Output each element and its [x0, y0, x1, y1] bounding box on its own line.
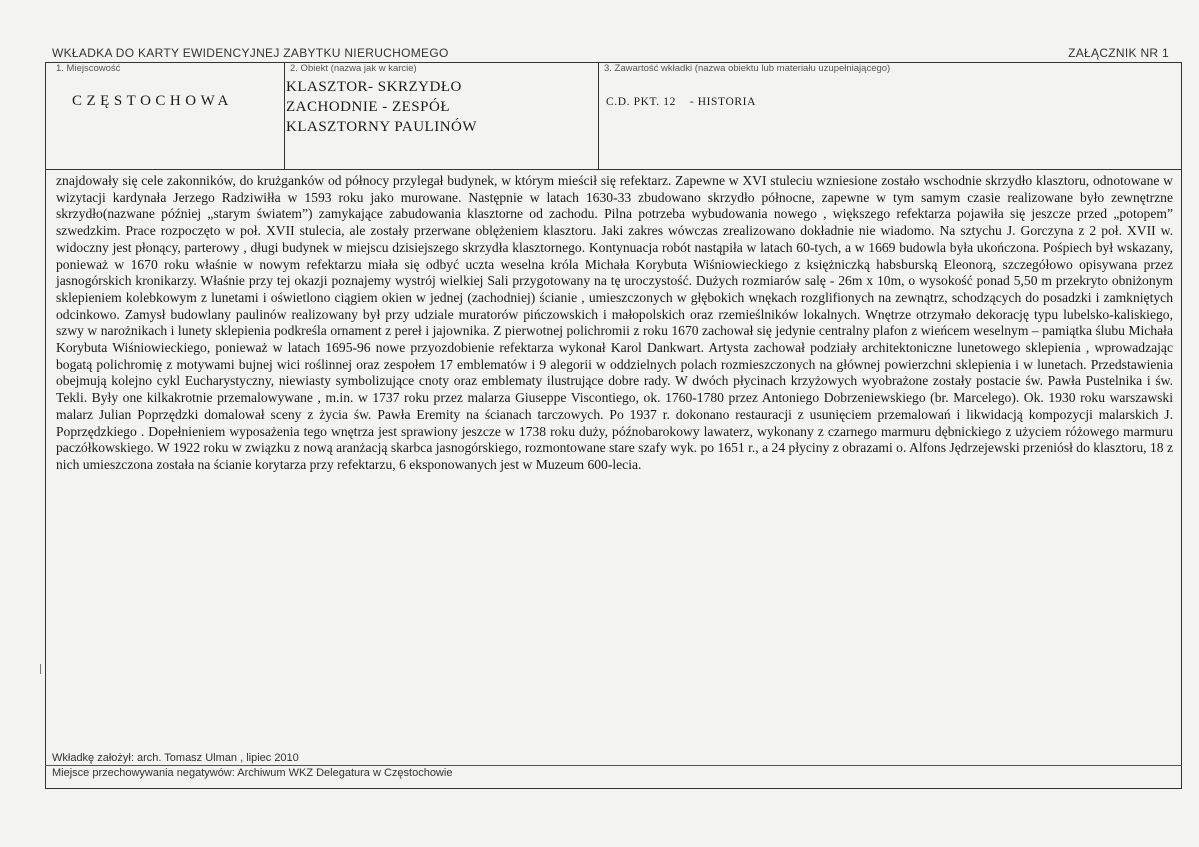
margin-mark [40, 664, 41, 674]
object-label: 2. Obiekt (nazwa jak w karcie) [290, 63, 417, 74]
content-value: C.D. PKT. 12 - HISTORIA [606, 96, 756, 108]
content-label: 3. Zawartość wkładki (nazwa obiektu lub materiału uzupełniającego) [604, 63, 891, 74]
author-line: Wkładkę założył: arch. Tomasz Ulman , lipiec 2010 [52, 752, 299, 764]
annex-label: ZAŁĄCZNIK NR 1 [1068, 46, 1169, 60]
locality-label: 1. Miejscowość [56, 63, 121, 74]
column-divider [284, 63, 285, 169]
footer-divider [45, 765, 1182, 766]
storage-line: Miejsce przechowywania negatywów: Archiwum WKZ Delegatura w Częstochowie [52, 767, 453, 779]
object-line: KLASZTOR- SKRZYDŁO [286, 79, 462, 95]
object-value [286, 77, 586, 137]
object-line: KLASZTORNY PAULINÓW [286, 119, 478, 135]
form-frame [45, 62, 1182, 789]
column-divider [598, 63, 599, 169]
history-text: znajdowały się cele zakonników, do krużganków od północy przylegał budynek, w którym mieścił się refektarz. Zapewne w XVI stuleciu wzniesione zostało wschodnie skrzydło klasztoru, odnotowane w wizytacji kardynała Jerzego Radziwiłła w 1593 roku jako murowane. Następnie w latach 1630-33 zbudowano skrzydło północne, zapewne w tym samym czasie realizowane było zewnętrzne skrzydło(nazwane później „starym światem”) zamykające zabudowania klasztorne od zachodu. Pilna potrzeba wybudowania nowego , większego refektarza pojawiła się jeszcze przed „potopem” szwedzkim. Prace rozpoczęto w poł. XVII stulecia, ale zostały przerwane oblężeniem klasztoru. Jaki zakres wówczas zrealizowano dokładnie nie wiadomo. Na sztychu J. Gorczyna z 2 poł. XVII w. widoczny jest płonący, parterowy , długi budynek w miejscu dzisiejszego skrzydła klasztornego. Kontynuacja robót nastąpiła w latach 60-tych, a w 1669 budowla była ukończona. Pośpiech był wskazany, ponieważ w 1670 roku właśnie w nowym refektarzu miała się odbyć uczta weselna króla Michała Korybuta Wiśniowieckiego z księżniczką habsburską Eleonorą, szczegółowo opisywana przez jasnogórskich kronikarzy. Właśnie przy tej okazji poznajemy wystrój wielkiej Sali przygotowany na tę uroczystość. Dużych rozmiarów salę - 26m x 10m, o wysokość ponad 5,50 m przekryto obniżonym sklepieniem kolebkowym z lunetami i oświetlono ciągiem okien w jednej (zachodniej) ścianie , umieszczonych w głębokich wnękach rozglifionych na zewnątrz, schodzących do posadzki i zamkniętych odcinkowo. Zamysł budowlany paulinów realizowany był przy udziale muratorów pińczowskich i małopolskich oraz rzemieślników lokalnych. Wnętrze otrzymało dekorację typu lubelsko-kaliskiego, szwy w narożnikach i lunety sklepienia podkreśla ornament z pereł i jajownika. Z pierwotnej polichromii z roku 1670 zachował się jedynie centralny plafon z wieńcem weselnym – pamiątka ślubu Michała Korybuta Wiśniowieckiego, ponieważ w latach 1695-96 nowe przyozdobienie refektarza wykonał Karol Dankwart. Artysta zachował podziały architektoniczne lunetowego sklepienia , wprowadzając bogatą polichromię z motywami bujnej wici roślinnej oraz zespołem 17 emblematów i 9 alegorii w oddzielnych polach rozmieszczonych na głównej powierzchni sklepienia i w lunetach. Przedstawienia obejmują kolejno cykl Eucharystyczny, niewiasty symbolizujące cnoty oraz emblematy ilustrujące dobre rady. W dwóch płycinach krzyżowych wyobrażone zostały postacie św. Pawła Pustelnika i św. Tekli. Były one kilkakrotnie przemalowywane , m.in. w 1737 roku przez malarza Giuseppe Viscontiego, ok. 1760-1780 przez Antoniego Dobrzeniewskiego (br. Marcelego). Ok. 1930 roku warszawski malarz Julian Poprzędzki domalował sceny z życia św. Pawła Eremity na ścianach tarczowych. Po 1937 r. dokonano restauracji z usunięciem przemalowań i likwidacją kompozycji malarskich J. Poprzędzkiego . Dopełnieniem wyposażenia tego wnętrza jest sprawiony jeszcze w 1738 roku duży, późnobarokowy lawaterz, wykonany z czarnego marmuru dębnickiego z użyciem różowego marmuru paczółkowskiego. W 1922 roku w związku z nową aranżacją skarbca jasnogórskiego, rozmontowane stare szafy wyk. po 1651 r., a 24 płyciny z obrazami o. Alfons Jędrzejewski przeniósł do klasztoru, 18 z nich umieszczona została na ścianie korytarza przy refektarzu, 6 eksponowanych jest w Muzeum 600-lecia. [56, 173, 1173, 472]
form-title: WKŁADKA DO KARTY EWIDENCYJNEJ ZABYTKU NIERUCHOMEGO [52, 46, 449, 60]
header-divider [46, 169, 1181, 170]
locality-value: CZĘSTOCHOWA [72, 93, 233, 109]
object-line: ZACHODNIE - ZESPÓŁ [286, 99, 450, 115]
